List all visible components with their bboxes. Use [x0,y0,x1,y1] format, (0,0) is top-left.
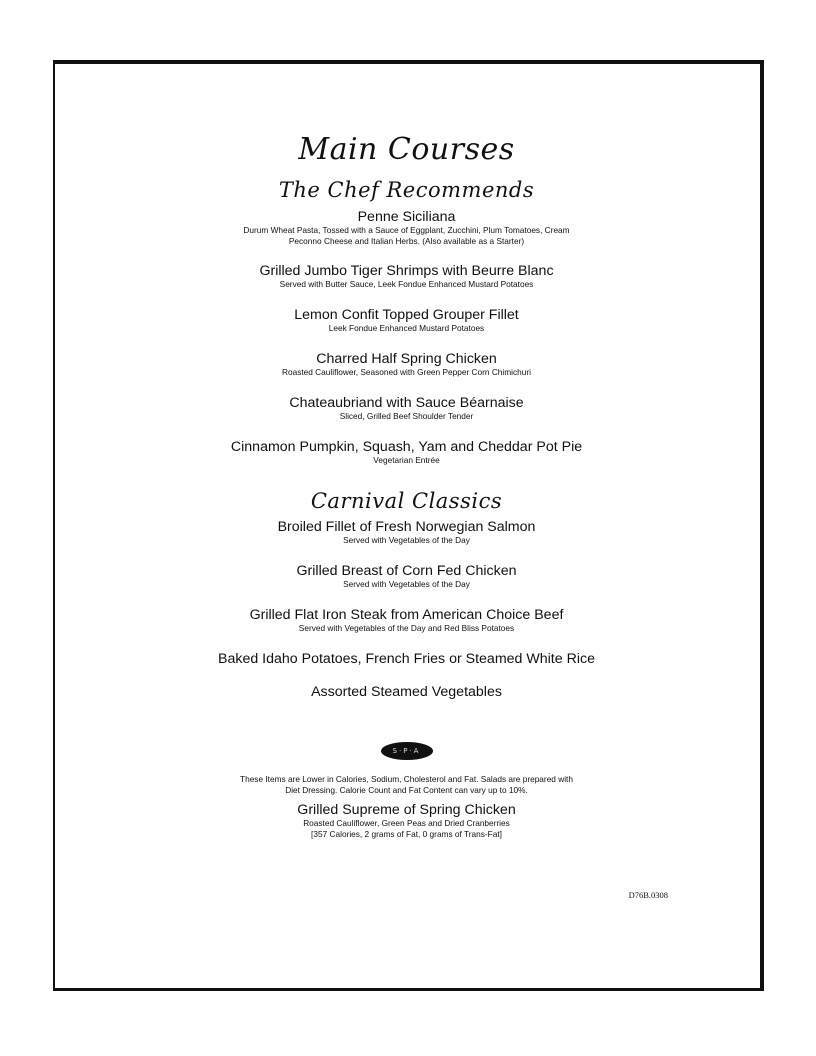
menu-item [53,395,760,422]
item-desc: Served with Vegetables of the Day [343,535,470,545]
menu-item [53,684,760,700]
spa-logo-icon: S·P·A [381,742,433,760]
item-name: Baked Idaho Potatoes, French Fries or Steamed White Rice [218,651,595,667]
spa-note-line: These Items are Lower in Calories, Sodium, Cholesterol and Fat. Salads are prepared with [240,774,573,784]
item-name: Grilled Jumbo Tiger Shrimps with Beurre Blanc [259,263,554,279]
item-desc: Roasted Cauliflower, Seasoned with Green Pepper Corn Chimichuri [281,367,532,377]
menu-item [53,263,760,290]
section-heading-chef: The Chef Recommends [278,178,535,202]
page-title: Main Courses [298,132,515,167]
menu-item [53,651,760,667]
item-name: Grilled Supreme of Spring Chicken [297,802,516,818]
spa-note-line: Diet Dressing. Calorie Count and Fat Content can vary up to 10%. [285,785,528,795]
item-desc: Served with Butter Sauce, Leek Fondue Enhanced Mustard Potatoes [279,279,534,289]
menu-item [53,351,760,378]
menu-item [53,563,760,590]
menu-item [53,439,760,466]
menu-item [53,307,760,334]
spa-badge-wrap [53,742,760,760]
document-code: D76B.0308 [628,890,668,900]
spa-menu-item [53,802,760,840]
item-desc: Served with Vegetables of the Day [343,579,470,589]
item-name: Charred Half Spring Chicken [316,351,497,367]
spa-note [53,774,760,796]
item-name: Assorted Steamed Vegetables [311,684,502,700]
item-name: Grilled Flat Iron Steak from American Choice Beef [249,607,564,623]
item-desc: Vegetarian Entrée [373,455,440,465]
item-desc: Served with Vegetables of the Day and Red Bliss Potatoes [298,623,515,633]
item-name: Lemon Confit Topped Grouper Fillet [294,307,519,323]
menu-item [53,209,760,247]
item-name: Chateaubriand with Sauce Béarnaise [289,395,524,411]
item-desc: Leek Fondue Enhanced Mustard Potatoes [328,323,485,333]
item-name: Grilled Breast of Corn Fed Chicken [296,563,517,579]
item-name: Cinnamon Pumpkin, Squash, Yam and Cheddar Pot Pie [230,439,583,455]
item-desc: Peconno Cheese and Italian Herbs. (Also available as a Starter) [288,236,525,246]
item-desc: Sliced, Grilled Beef Shoulder Tender [339,411,474,421]
menu-item [53,607,760,634]
item-name: Broiled Fillet of Fresh Norwegian Salmon [277,519,536,535]
item-desc: [357 Calories, 2 grams of Fat, 0 grams of Trans-Fat] [311,829,502,839]
item-name: Penne Siciliana [357,209,456,225]
section-heading-classics: Carnival Classics [310,489,503,513]
item-desc: Roasted Cauliflower, Green Peas and Dried Cranberries [303,818,510,828]
menu-item [53,519,760,546]
item-desc: Durum Wheat Pasta, Tossed with a Sauce of Eggplant, Zucchini, Plum Tomatoes, Cream [243,225,570,235]
